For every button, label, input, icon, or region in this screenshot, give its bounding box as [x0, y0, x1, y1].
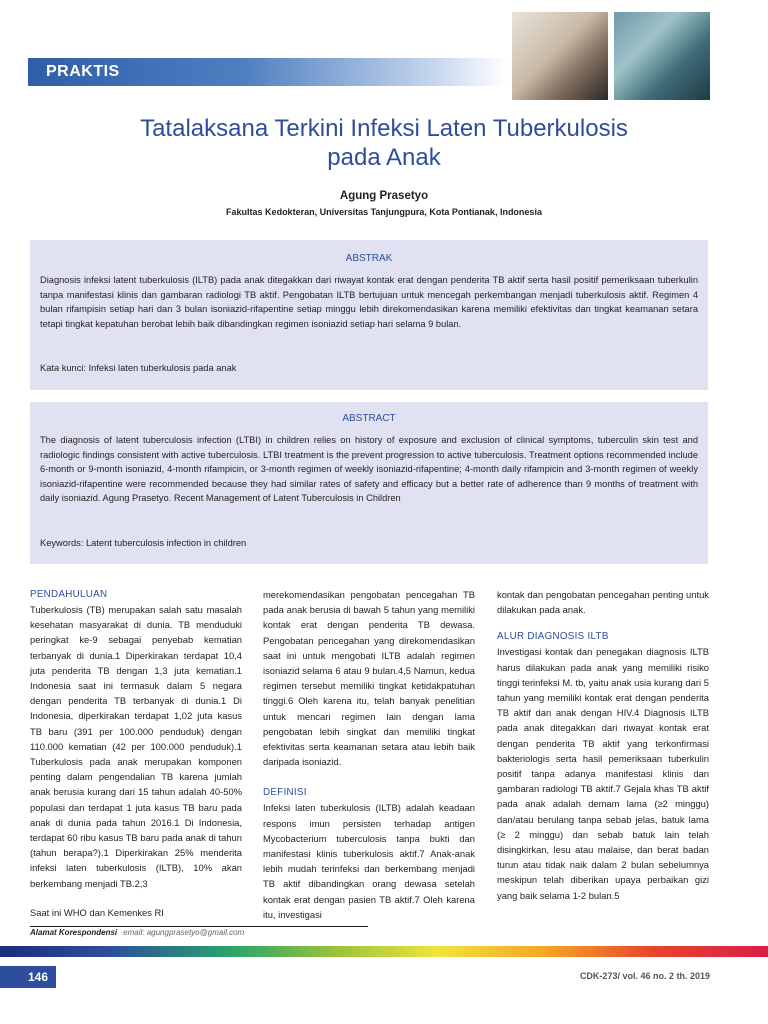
pendahuluan-heading: PENDAHULUAN [30, 589, 108, 600]
abstract-keywords: Keywords: Latent tuberculosis infection in children [40, 538, 247, 548]
column-3 [497, 587, 709, 903]
correspondence [30, 928, 244, 937]
correspondence-email: email: agungprasetyo@gmail.com [123, 928, 245, 937]
column-1 [30, 587, 242, 920]
abstrak-body: Diagnosis infeksi latent tuberkulosis (ILTB) pada anak ditegakkan dari riwayat kontak erat dengan penderita TB aktif serta hasil positif pemeriksaan tuberkulin tanpa manifestasi klinis dan gambaran radiologi TB aktif. Pengobatan ILTB bertujuan untuk mencegah perkembangan menjadi tuberkulosis aktif. Regimen 4 bulan rifampisin setiap hari dan 3 bulan isoniazid-rifapentine setiap minggu lebih direkomendasikan karena memiliki efektivitas dan tingkat keamanan setara tetapi tingkat kepatuhan berobat lebih baik dibandingkan regimen isoniazid setiap hari selama 9 bulan. [40, 275, 698, 329]
abstract-box [30, 402, 708, 564]
pendahuluan-paragraph: Tuberkulosis (TB) merupakan salah satu masalah kesehatan masyarakat di dunia. TB menduduki peringkat ke-9 sebagai penyebab kematian terbanyak di dunia.1 Diperkirakan terdapat 10,4 juta penderita TB dengan 1,3 juta kematian.1 Indonesia saat ini termasuk dalam 5 negara dengan penderita TB terbanyak di dunia.1 Di Indonesia, diperkirakan terdapat 1,02 juta kasus TB baru (391 per 100.000 penduduk) dengan 110.000 kematian (42 per 100.000 penduduk).1 Tuberkulosis pada anak merupakan komponen penting dalam pengendalian TB karena jumlah anak berusia kurang dari 15 tahun adalah 40-50% populasi dan terdapat 1 juta kasus TB baru pada anak di dunia pada tahun 2016.1 Di Indonesia, terdapat 60 ribu kasus TB baru pada anak di tahun (tahun berapa?).1 Diperkirakan 25% menderita infeksi laten tuberkulosis (ILTB), 10% akan berkembang menjadi TB.2,3 [30, 604, 242, 889]
abstract-body: The diagnosis of latent tuberculosis infection (LTBI) in children relies on history of exposure and exclusion of clinical symptoms, tuberculin skin test and radiologic findings consistent with active tuberculosis. LTBI treatment is the prevent progression to active tuberculosis. Treatment options recommended include 6-month or 9-month isoniazid, 4-month rifampicin, or 3-month regimen of weekly isoniazid-rifapentine; 4-month daily rifampicin and 3-month regimen of weekly isoniazid-rifapentine were recommended because they had similar rates of safety and efficacy but a better rate of adherence than 9 months of treatment with daily isoniazid. Agung Prasetyo. Recent Management of Latent Tuberculosis in Children [40, 435, 698, 504]
definisi-paragraph: Infeksi laten tuberkulosis (ILTB) adalah keadaan respons imun persisten terhadap antigen Mycobacterium tuberculosis tanpa bukti dan manifestasi klinis tuberkulosis aktif.7 Anak-anak lebih mudah terinfeksi dan berkembang menjadi TB aktif dibandingkan orang dewasa setelah kontak erat dengan pasien TB aktif.7 Oleh karena itu, investigasi [263, 802, 475, 920]
color-stripe [0, 946, 768, 957]
section-banner [28, 58, 508, 86]
abstrak-heading: ABSTRAK [345, 253, 393, 264]
definisi-heading: DEFINISI [263, 787, 307, 799]
alur-diagnosis-paragraph: Investigasi kontak dan penegakan diagnosis ILTB harus dilakukan pada anak yang memiliki risiko tinggi terinfeksi M. tb, yaitu anak usia kurang dari 5 tahun yang memiliki kontak erat dengan penderita TB aktif dan anak dengan HIV.4 Diagnosis ILTB pada anak ditegakkan dari riwayat kontak erat dengan penderita TB aktif yang terkonfirmasi bakteriologis serta hasil pemeriksaan tuberkulin positif tanpa adanya manifestasi klinis dan gambaran radiologi TB aktif.7 Gejala khas TB aktif pada anak adalah demam lama (≥2 minggu) dan/atau berulang tanpa sebab jelas, batuk lama (≥ 2 minggu) dan sebab batuk lain telah disingkirkan, lesu atau malaise, dan berat badan turun atau tidak naik dalam 2 bulan sebelumnya meskipun telah diberikan upaya perbaikan gizi yang baik selama 1-2 bulan.5 [497, 646, 709, 901]
page-number-box [0, 966, 56, 988]
column-2-paragraph: merekomendasikan pengobatan pencegahan TB pada anak berusia di bawah 5 tahun yang memiliki kontak erat dengan penderita TB dewasa. Pengobatan pencegahan yang direkomendasikan saat ini untuk mengobati ILTB adalah regimen isoniazid selama 6 atau 9 bulan.4,5 Namun, kedua regimen tersebut memiliki tingkat ketidakpatuhan tinggi.6 Oleh karena itu, telah banyak penelitian untuk mencari regimen lain dengan lama pengobatan lebih singkat dan memiliki tingkat efektivitas serta keamanan setara atau lebih baik daripada isoniazid. [263, 589, 475, 768]
pendahuluan-paragraph-2: Saat ini WHO dan Kemenkes RI [30, 906, 164, 918]
article-title: Tatalaksana Terkini Infeksi Laten Tuberkulosis pada Anak [140, 115, 628, 171]
author-name: Agung Prasetyo [339, 190, 429, 202]
author-affiliation: Fakultas Kedokteran, Universitas Tanjungpura, Kota Pontianak, Indonesia [226, 207, 542, 217]
alur-diagnosis-heading: ALUR DIAGNOSIS ILTB [497, 631, 609, 643]
blood-pressure-photo [512, 12, 608, 100]
footnote-separator [30, 926, 368, 927]
column-3-paragraph: kontak dan pengobatan pencegahan penting untuk dilakukan pada anak. [497, 589, 709, 616]
page-number: 146 [27, 970, 48, 984]
column-2 [263, 587, 475, 922]
journal-citation: CDK-273/ vol. 46 no. 2 th. 2019 [579, 971, 710, 981]
surgeons-photo [614, 12, 710, 100]
correspondence-label: Alamat Korespondensi [30, 928, 118, 937]
abstrak-box [30, 240, 708, 390]
abstract-heading: ABSTRACT [342, 413, 396, 424]
section-label: PRAKTIS [46, 63, 120, 80]
abstrak-keywords: Kata kunci: Infeksi laten tuberkulosis pada anak [40, 363, 237, 373]
